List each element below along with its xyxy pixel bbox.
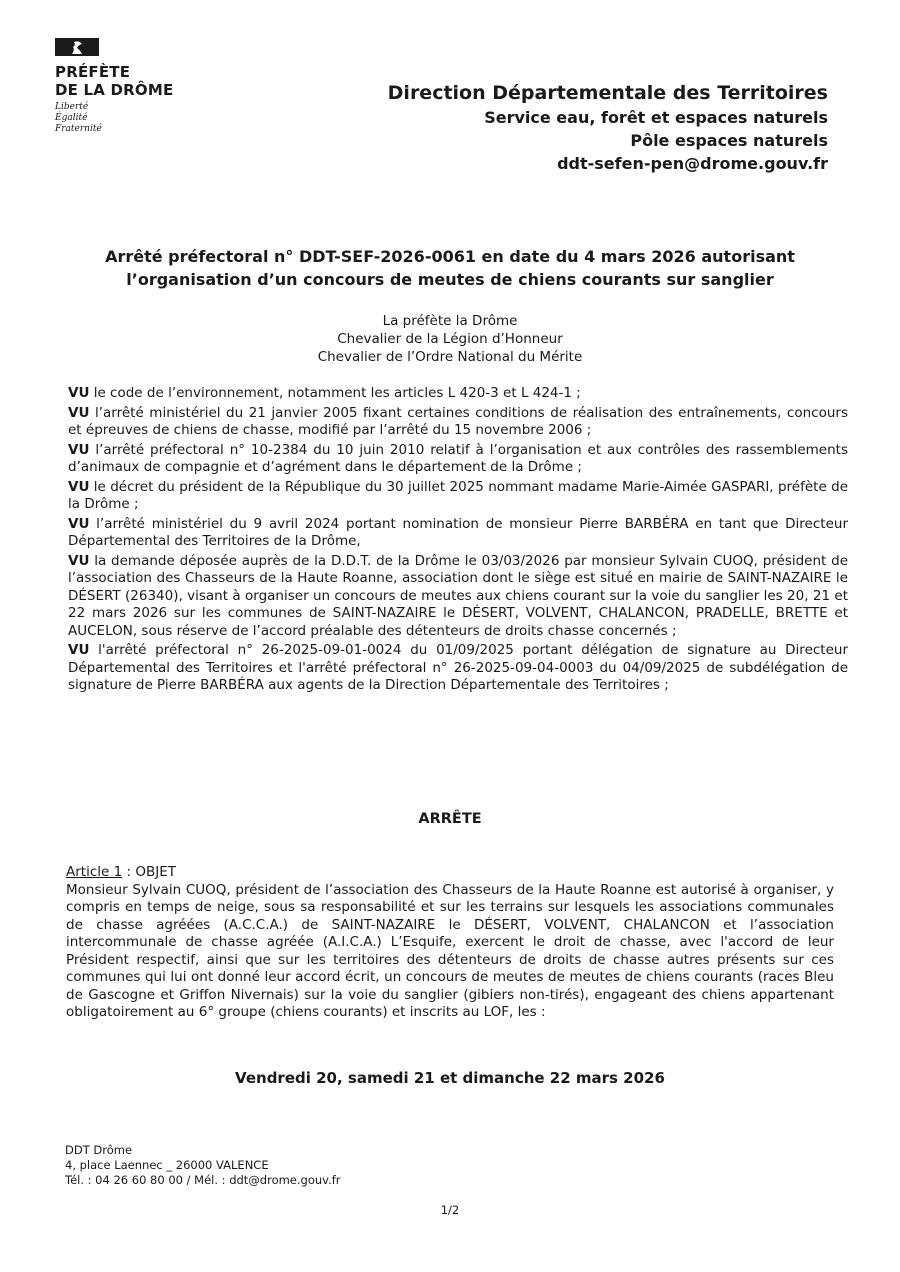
service-email: ddt-sefen-pen@drome.gouv.fr [557,154,828,173]
footer-address [65,1143,341,1188]
prefete-line-1: La préfète la Drôme [382,313,518,329]
visa-item: VU le décret du président de la République du 30 juillet 2025 nommant madame Marie-Aimée GASPARI, préfète de la Drôme ; [68,478,848,512]
footer-street: 4, place Laennec _ 26000 VALENCE [65,1158,269,1172]
article-heading [66,864,834,882]
page-number: 1/2 [440,1203,460,1217]
service-header [388,80,828,175]
visa-item: VU l’arrêté préfectoral n° 10-2384 du 10 juin 2010 relatif à l’organisation et aux contrôles des rassemblements d’animaux de compagnie et d’agrément dans le département de la Drôme ; [68,441,848,475]
logo-line-1: PRÉFÈTE [55,63,131,81]
motto-egalite: Égalité [55,113,88,123]
visa-item: VU le code de l’environnement, notamment les articles L 420-3 et L 424-1 ; [68,385,581,401]
arrete-heading: ARRÊTE [418,811,482,827]
footer-org: DDT Drôme [65,1143,133,1157]
prefete-titles [60,312,840,366]
visas-list [68,385,848,697]
footer-contact: Tél. : 04 26 60 80 00 / Mél. : ddt@drome.gouv.fr [65,1173,341,1187]
prefete-line-2: Chevalier de la Légion d’Honneur [337,331,563,347]
logo-line-2: DE LA DRÔME [55,81,174,99]
event-dates: Vendredi 20, samedi 21 et dimanche 22 mars 2026 [235,1069,665,1087]
motto-liberte: Liberté [55,102,89,112]
service-name: Service eau, forêt et espaces naturels [484,108,828,127]
marianne-emblem-icon [55,38,99,56]
title-line-2: l’organisation d’un concours de meutes de chiens courants sur sanglier [126,270,774,289]
motto-fraternite: Fraternité [55,124,102,134]
article-1 [66,864,834,1022]
pole-name: Pôle espaces naturels [630,131,828,150]
prefecture-logo [55,38,205,135]
visa-item: VU l’arrêté ministériel du 9 avril 2024 portant nomination de monsieur Pierre BARBÉRA en tant que Directeur Départemental des Territoires de la Drôme, [68,515,848,549]
title-line-1: Arrêté préfectoral n° DDT-SEF-2026-0061 en date du 4 mars 2026 autorisant [105,247,795,266]
article-body: Monsieur Sylvain CUOQ, président de l’association des Chasseurs de la Haute Roanne est autorisé à organiser, y compris en temps de neige, sous sa responsabilité et sur les terrains sur lesquels les associations communales de chasse agréées (A.C.C.A.) de SAINT-NAZAIRE le DÉSERT, VOLVENT, CHALANCON et l’association intercommunale de chasse agréée (A.I.C.A.) L’Esquife, exercent le droit de chasse, avec l'accord de leur Président respectif, ainsi que sur les territoires des détenteurs de droits de chasse autres présents sur ces communes qui lui ont donné leur accord écrit, un concours de meutes de meutes de chiens courants (races Bleu de Gascogne et Griffon Nivernais) sur la voie du sanglier (gibiers non-tirés), engageant des chiens appartenant obligatoirement au 6° groupe (chiens courants) et inscrits au LOF, les : [66,881,834,1020]
visa-item: VU l'arrêté préfectoral n° 26-2025-09-01-0024 du 01/09/2025 portant délégation de signature au Directeur Départemental des Territoires et l'arrêté préfectoral n° 26-2025-09-04-0003 du 04/09/2025 de subdélégation de signature de Pierre BARBÉRA aux agents de la Direction Départementale des Territoires ; [68,642,848,693]
prefete-line-3: Chevalier de l’Ordre National du Mérite [317,349,583,365]
republic-motto [55,102,205,135]
document-title [60,245,840,291]
direction-name: Direction Départementale des Territoires [387,82,828,104]
visa-item: VU la demande déposée auprès de la D.D.T. de la Drôme le 03/03/2026 par monsieur Sylvain CUOQ, président de l’association des Chasseurs de la Haute Roanne, association dont le siège est situé en mairie de SAINT-NAZAIRE le DÉSERT (26340), visant à organiser un concours de meutes aux chiens courant sur la voie du sanglier les 20, 21 et 22 mars 2026 sur les communes de SAINT-NAZAIRE le DÉSERT, VOLVENT, CHALANCON, PRADELLE, BRETTE et AUCELON, sous réserve de l’accord préalable des détenteurs de droits chasse concernés ; [68,552,848,639]
logo-title [55,63,205,99]
article-label: Article 1 [66,864,123,880]
visa-item: VU l’arrêté ministériel du 21 janvier 2005 fixant certaines conditions de réalisation des entraînements, concours et épreuves de chiens de chasse, modifié par l’arrêté du 15 novembre 2006 ; [68,404,848,438]
article-title: : OBJET [122,864,176,880]
